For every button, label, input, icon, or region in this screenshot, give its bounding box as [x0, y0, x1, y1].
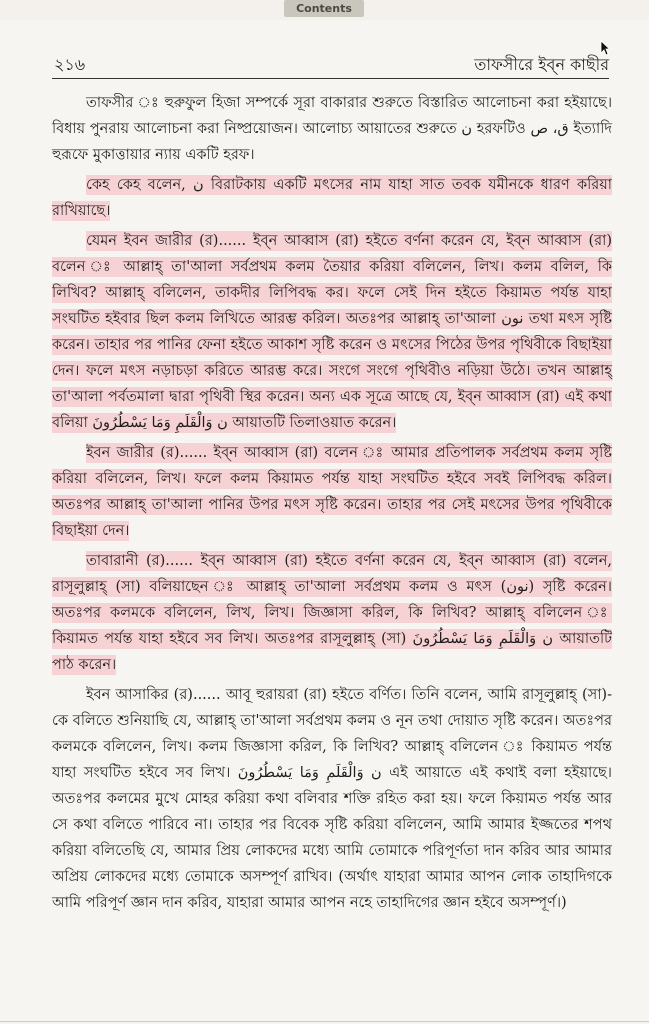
- paragraph-tafsir-intro: তাফসীর ঃ হুরুফুল হিজা সম্পর্কে সূরা বাকারার শুরুতে বিস্তারিত আলোচনা করা হইয়াছে। বিধায় পুনরায় আলোচনা করা নিষ্প্রয়োজন। আলোচ্য আয়াতের শুরুতে ن হরফটিও ق، ص ইত্যাদি হুরূফে মুকাত্তায়ার ন্যায় একটি হরফ।: [52, 95, 612, 163]
- paragraph-ibn-asakir: ইবন আসাকির (র)...... আবূ হুরায়রা (রা) হইতে বর্ণিত। তিনি বলেন, আমি রাসূলুল্লাহ্ (সা)-কে বলিতে শুনিয়াছি যে, আল্লাহ্ তা'আলা সর্বপ্রথম কলম ও নূন তথা দোয়াত সৃষ্টি করেন। অতঃপর কলমকে বলিলেন, লিখ। কলম জিজ্ঞাসা করিল, কি লিখিব? আল্লাহ্ বলিলেন ঃ কিয়ামত পর্যন্ত যাহা সংঘটিত হইবে সব লিখ। ن وَالْقَلَمِ وَمَا يَسْطُرُونَ এই আয়াতে এই কথাই বলা হইয়াছে। অতঃপর কলমের মুখে মোহর করিয়া কথা বলিবার শক্তি রহিত করা হয়। ফলে কিয়ামত পর্যন্ত আর সে কথা বলিতে পারিবে না। তাহার পর বিবেক সৃষ্টি করিয়া বলিলেন, আমি আমার ইজ্জতের শপথ করিয়া বলিতেছি যে, আমার প্রিয় লোকদের মধ্যে আমি তোমাকে পরিপূর্ণতা দান করিব আর আমার অপ্রিয় লোকদের মধ্যে তোমাকে অসম্পূর্ণ রাখিব। (অর্থাৎ যাহারা আমার আপন লোক তাহাদিগকে আমি পরিপূর্ণ জ্ঞান দান করিব, যাহারা আমার আপন নহে তাহাদিগের জ্ঞান হইবে অসম্পূর্ণ।): [52, 687, 612, 911]
- paragraph-ibn-jarir-narration: যেমন ইবন জারীর (র)...... ইব্‌ন আব্বাস (রা) হইতে বর্ণনা করেন যে, ইব্‌ন আব্বাস (রা) বলেন ঃ আল্লাহ্ তা'আলা সর্বপ্রথম কলম তৈয়ার করিয়া বলিলেন, লিখ। কলম বলিল, কি লিখিব? আল্লাহ্ বলিলেন, তাকদীর লিপিবদ্ধ কর। ফলে সেই দিন হইতে কিয়ামত পর্যন্ত যাহা সংঘটিত হইবার ছিল কলম লিখিতে আরম্ভ করিল। অতঃপর আল্লাহ্ তা'আলা نون তথা মৎস সৃষ্টি করেন। তাহার পর পানির ফেনা হইতে আকাশ সৃষ্টি করেন ও মৎসের পিঠের উপর পৃথিবীকে বিছাইয়া দেন। ফলে মৎস নড়াচড়া করিতে আরম্ভ করে। সংগে সংগে পৃথিবীও নড়িয়া উঠে। তখন আল্লাহ্ তা'আলা পর্বতমালা দ্বারা পৃথিবী স্থির করেন। অন্য এক সূত্রে আছে যে, ইব্‌ন আব্বাস (রা) এই কথা বলিয়া ن وَالْقَلَمِ وَمَا يَسْطُرُونَ আয়াতটি তিলাওয়াত করেন।: [52, 233, 612, 431]
- contents-button[interactable]: Contents: [284, 0, 364, 17]
- running-head: তাফসীরে ইব্‌ন কাছীর: [474, 55, 609, 74]
- header-divider: [52, 78, 609, 79]
- top-toolbar: [0, 0, 649, 20]
- mouse-cursor-icon: [600, 40, 610, 56]
- page-number: ২১৬: [54, 55, 86, 74]
- page-bottom-edge: [0, 1021, 649, 1022]
- page-body: [52, 90, 612, 920]
- book-page: [0, 20, 649, 1024]
- paragraph-tabarani: তাবারানী (র)...... ইব্‌ন আব্বাস (রা) হইতে বর্ণনা করেন যে, ইব্‌ন আব্বাস (রা) বলেন, রাসূলুল্লাহ্ (সা) বলিয়াছেন ঃ আল্লাহ্ তা'আলা সর্বপ্রথম কলম ও মৎস (نون) সৃষ্টি করেন। অতঃপর কলমকে বলিলেন, লিখ, লিখ। জিজ্ঞাসা করিল, কি লিখিব? আল্লাহ্ বলিলেন ঃ কিয়ামত পর্যন্ত যাহা হইবে সব লিখ। অতঃপর রাসূলুল্লাহ্ (সা) ن وَالْقَلَمِ وَمَا يَسْطُرُونَ আয়াতটি পাঠ করেন।: [52, 553, 612, 673]
- paragraph-ibn-jarir-second: ইবন জারীর (র)...... ইব্‌ন আব্বাস (রা) বলেন ঃ আমার প্রতিপালক সর্বপ্রথম কলম সৃষ্টি করিয়া বলিলেন, লিখ। ফলে কলম কিয়ামত পর্যন্ত যাহা সংঘটিত হইবে সবই লিপিবদ্ধ করিল। অতঃপর আল্লাহ্ তা'আলা পানির উপর মৎস সৃষ্টি করেন। তাহার পর সেই মৎসের উপর পৃথিবীকে বিছাইয়া দেন।: [52, 445, 612, 539]
- paragraph-fish-opinion: কেহ কেহ বলেন, ن বিরাটকায় একটি মৎসের নাম যাহা সাত তবক যমীনকে ধারণ করিয়া রাখিয়াছে।: [52, 177, 612, 219]
